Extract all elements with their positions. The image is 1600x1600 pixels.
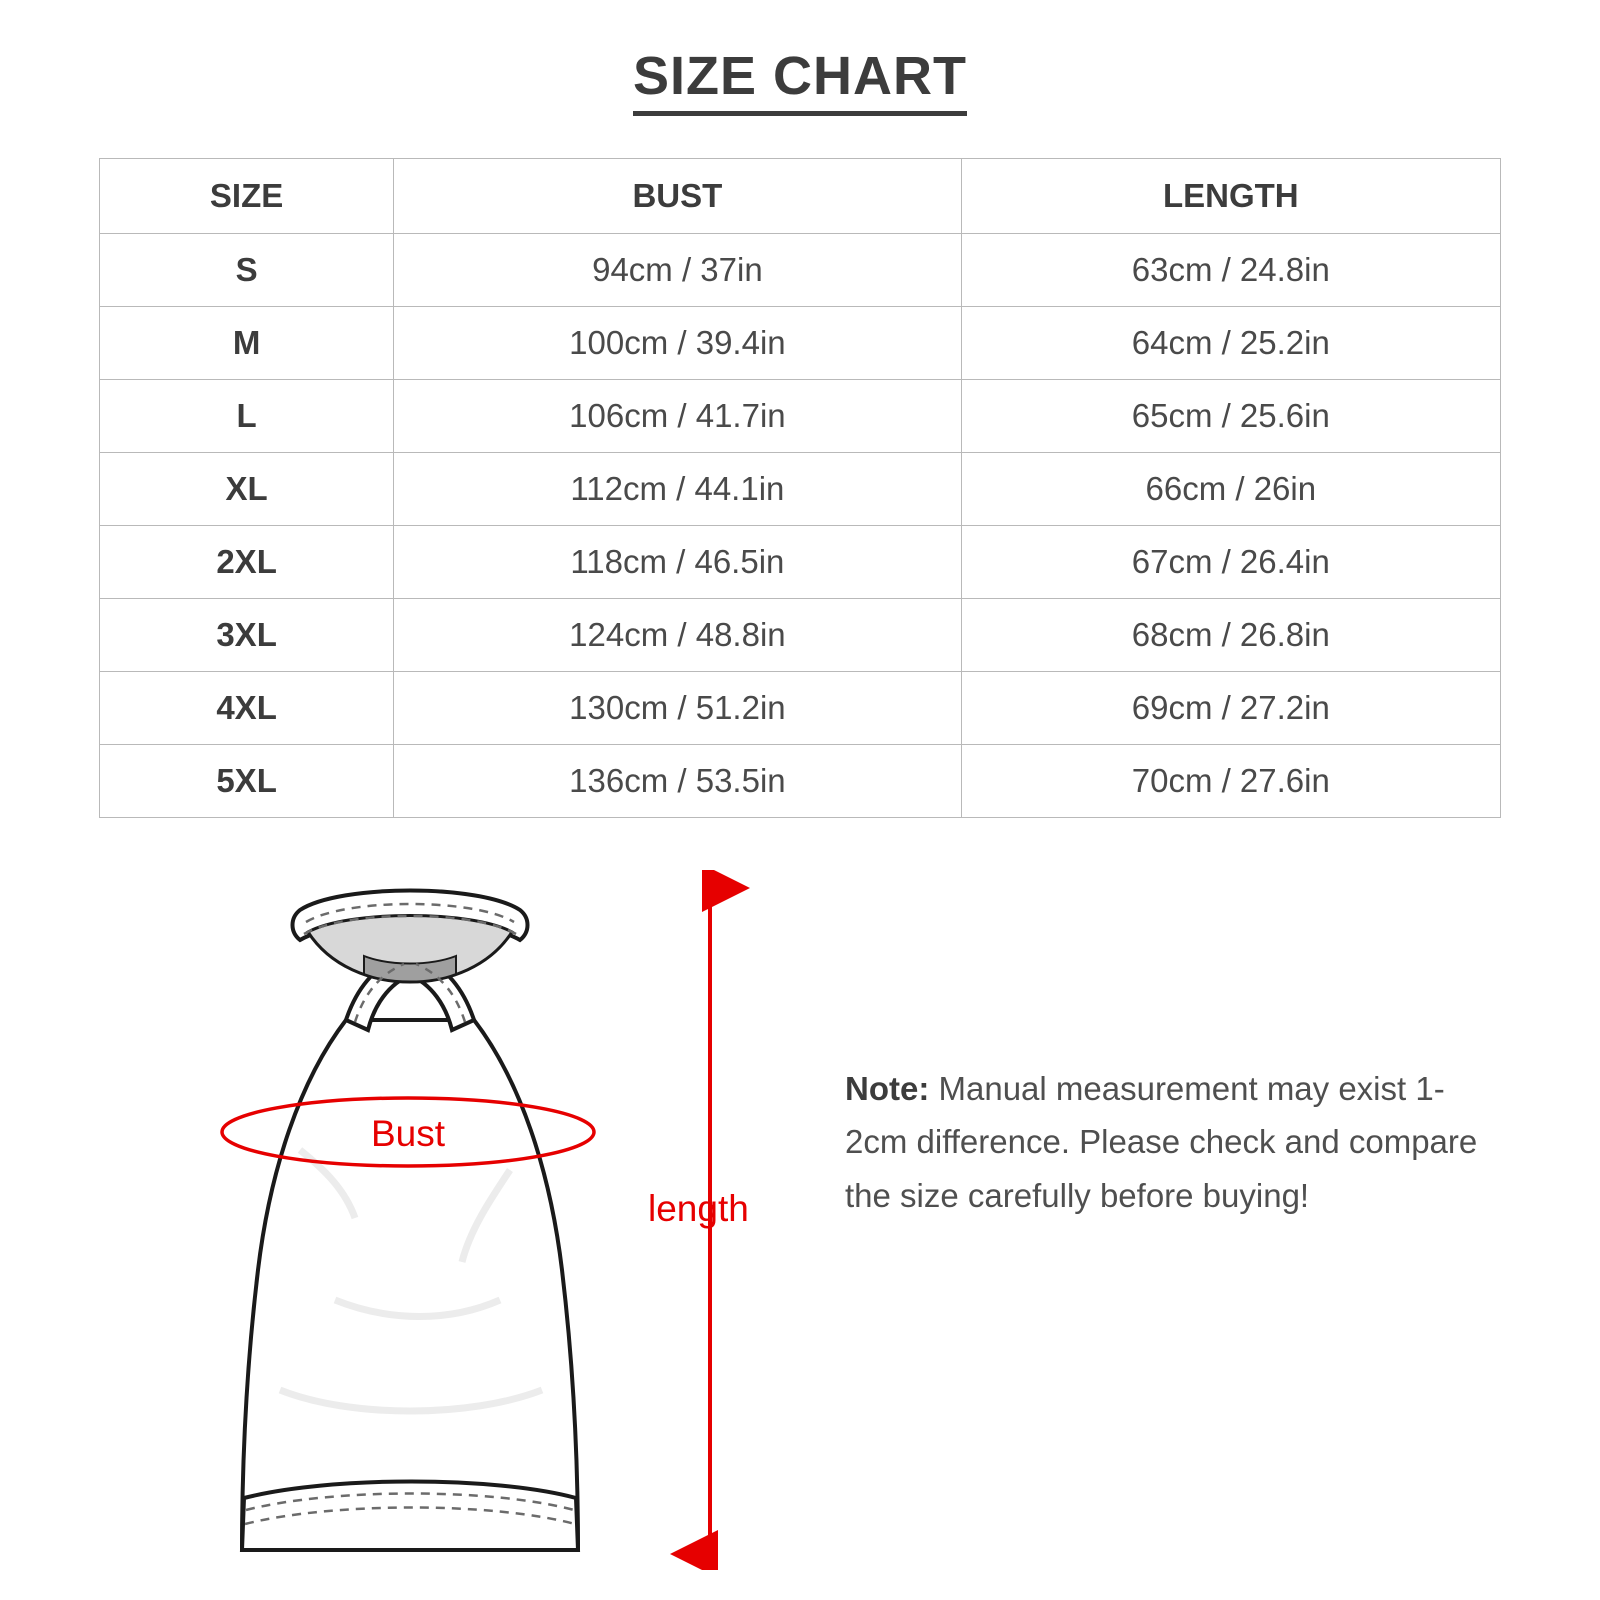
cell-size: 2XL [100,525,394,598]
cell-bust: 100cm / 39.4in [394,306,961,379]
page-title: SIZE CHART [633,48,967,116]
cell-bust: 112cm / 44.1in [394,452,961,525]
measurement-diagram-section [0,870,1600,1570]
table-row [100,379,1501,452]
size-chart-table [99,158,1501,818]
column-header-size: SIZE [100,158,394,233]
size-table-container [99,158,1501,818]
tank-top-illustration [150,870,670,1570]
cell-length: 68cm / 26.8in [961,598,1500,671]
note-label: Note: [845,1069,930,1107]
cell-size: 5XL [100,744,394,817]
cell-bust: 124cm / 48.8in [394,598,961,671]
page-title-container [0,0,1600,116]
cell-length: 64cm / 25.2in [961,306,1500,379]
cell-length: 65cm / 25.6in [961,379,1500,452]
cell-length: 70cm / 27.6in [961,744,1500,817]
cell-size: S [100,233,394,306]
cell-bust: 118cm / 46.5in [394,525,961,598]
table-row [100,744,1501,817]
bust-label: Bust [370,1112,446,1154]
cell-bust: 94cm / 37in [394,233,961,306]
length-label: length [648,1187,749,1229]
note-text [845,1062,1485,1222]
column-header-bust: BUST [394,158,961,233]
table-row [100,598,1501,671]
cell-size: 3XL [100,598,394,671]
cell-size: XL [100,452,394,525]
cell-bust: 106cm / 41.7in [394,379,961,452]
note-body: Manual measurement may exist 1-2cm difference. Please check and compare the size carefully before buying! [845,1069,1478,1214]
cell-size: L [100,379,394,452]
cell-length: 67cm / 26.4in [961,525,1500,598]
table-header-row [100,158,1501,233]
cell-length: 66cm / 26in [961,452,1500,525]
cell-size: M [100,306,394,379]
column-header-length: LENGTH [961,158,1500,233]
cell-length: 69cm / 27.2in [961,671,1500,744]
cell-bust: 130cm / 51.2in [394,671,961,744]
cell-length: 63cm / 24.8in [961,233,1500,306]
table-row [100,452,1501,525]
table-row [100,525,1501,598]
table-row [100,671,1501,744]
cell-size: 4XL [100,671,394,744]
cell-bust: 136cm / 53.5in [394,744,961,817]
table-row [100,306,1501,379]
table-row [100,233,1501,306]
